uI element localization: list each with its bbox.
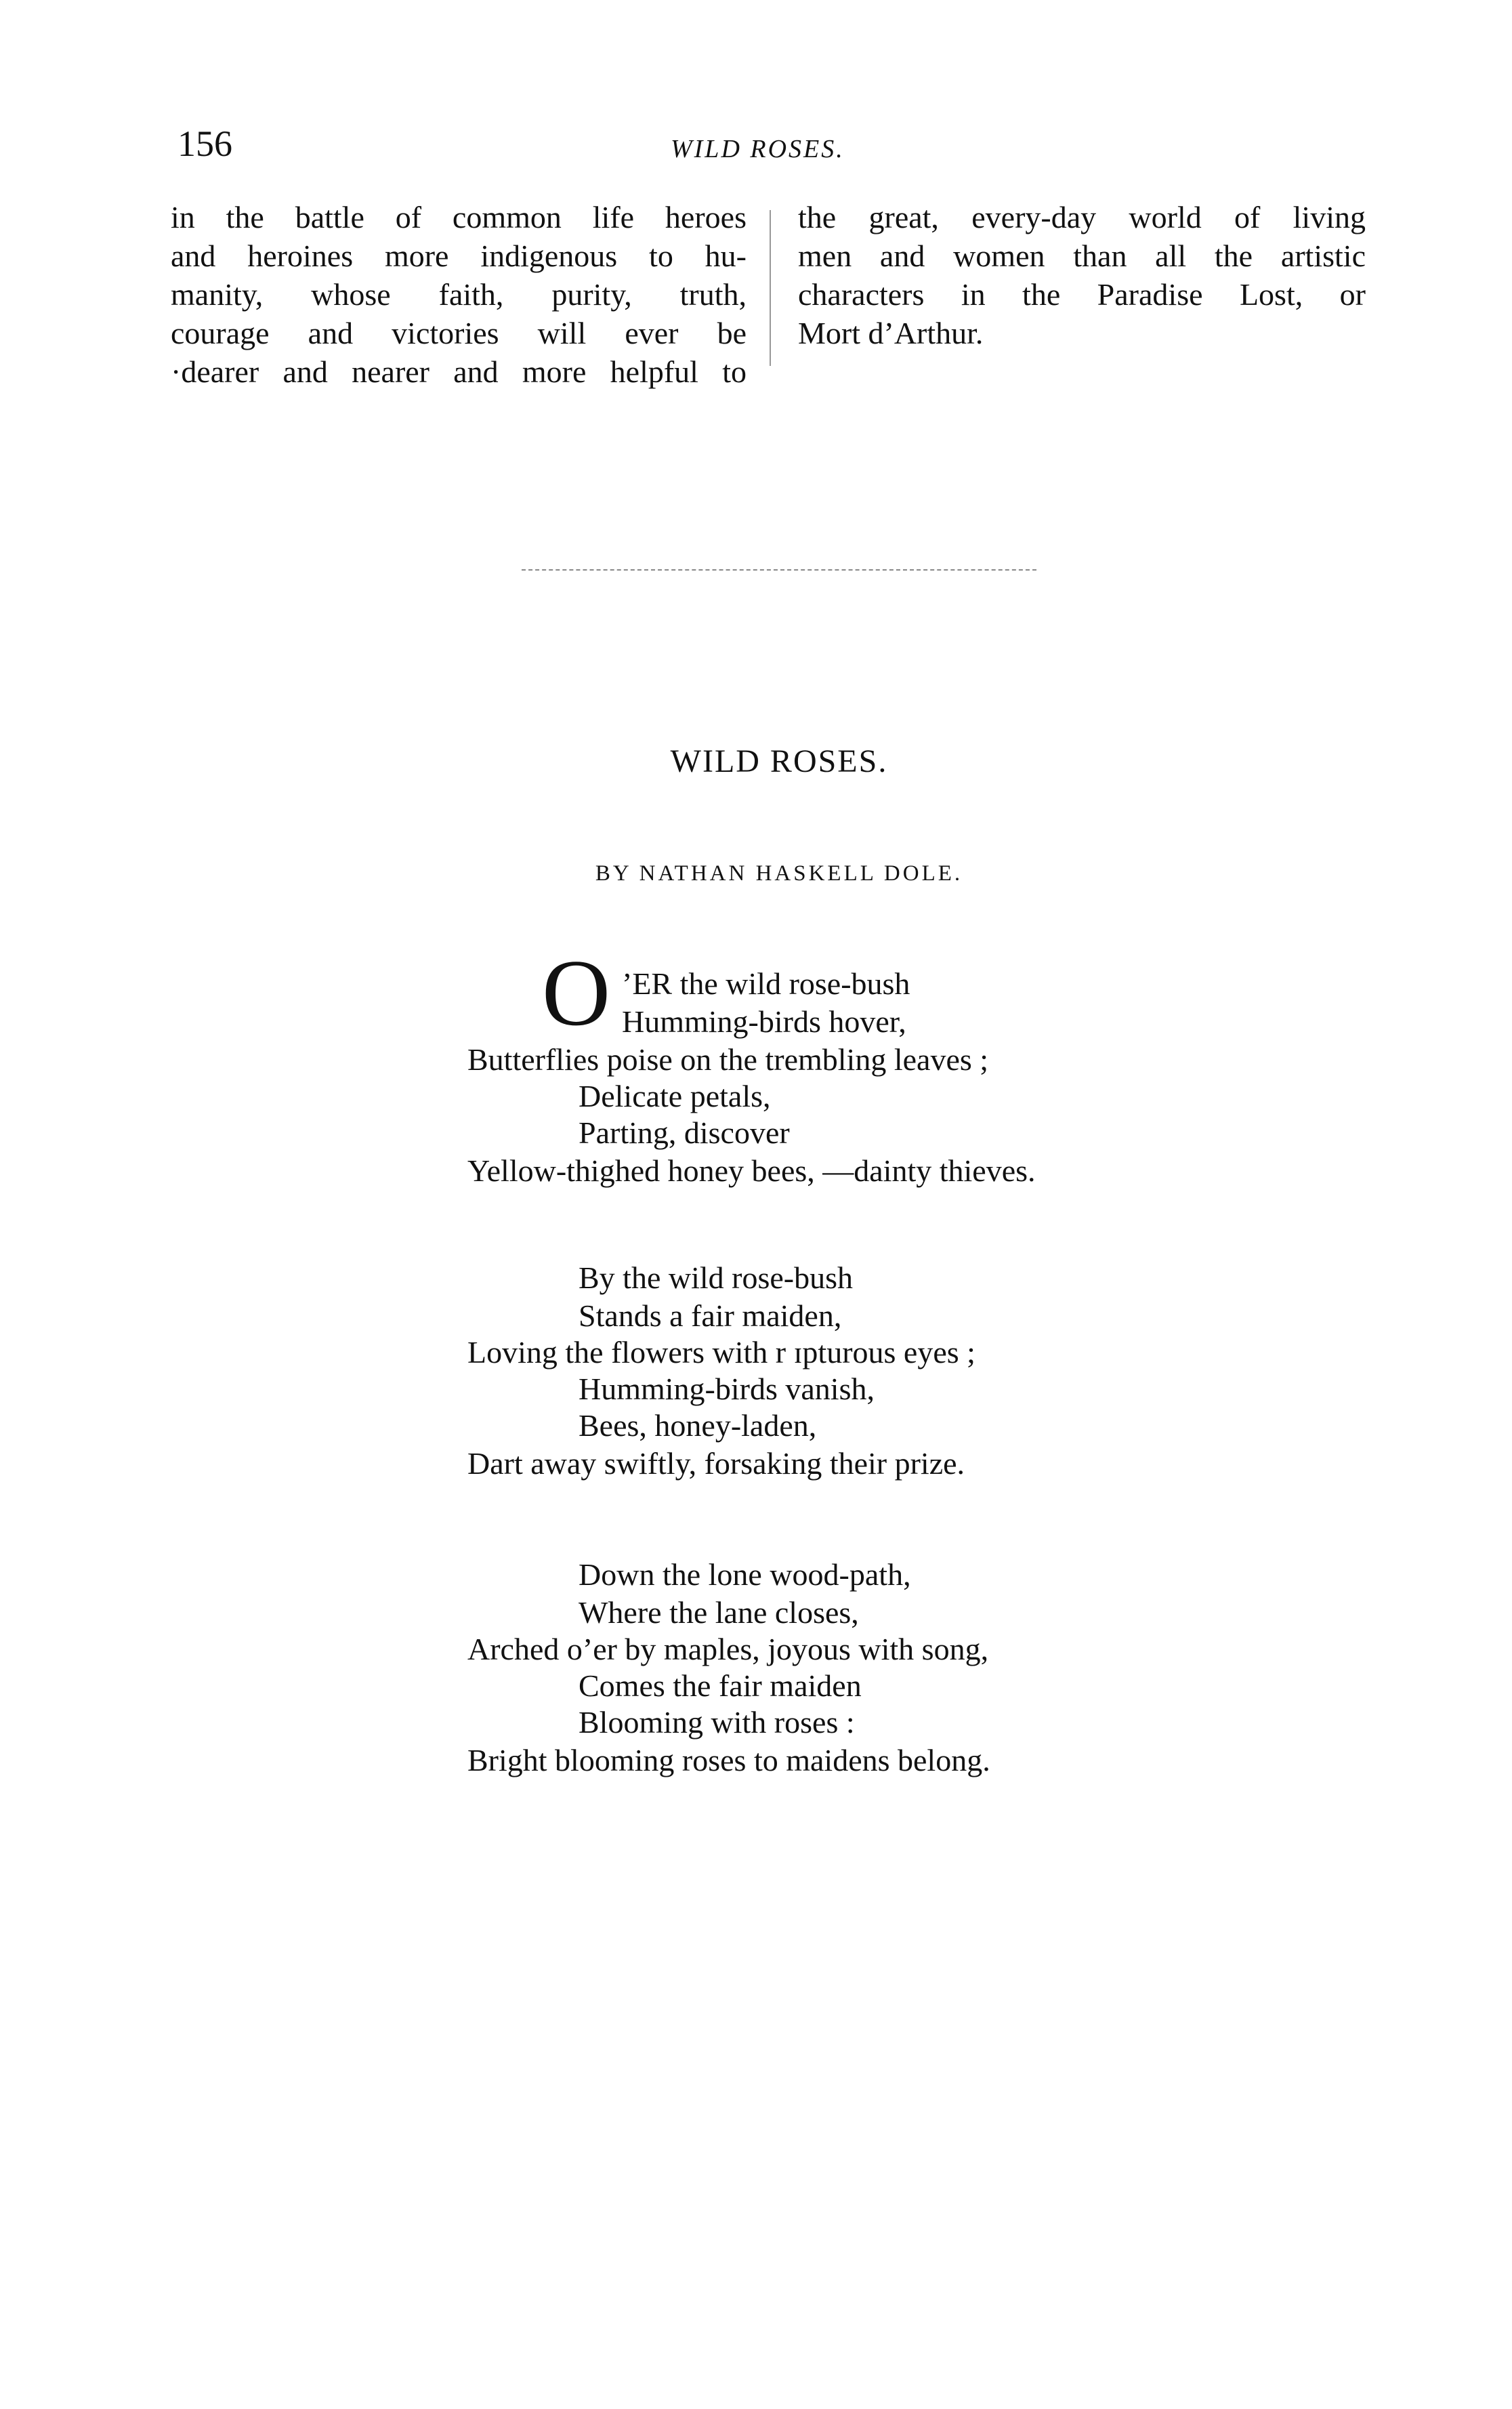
verse-line: Where the lane closes, <box>579 1595 859 1630</box>
prose-line: men and women than all the artistic <box>798 239 1366 273</box>
verse-line: Loving the flowers with r ɪpturous eyes ; <box>467 1335 975 1370</box>
verse-line: ’ER the wild rose-bush <box>622 966 910 1001</box>
drop-cap: O <box>542 941 611 1046</box>
verse-line: Delicate petals, <box>579 1079 771 1113</box>
verse-line: Arched o’er by maples, joyous with song, <box>467 1632 989 1666</box>
verse-line: Humming-birds vanish, <box>579 1372 875 1406</box>
verse-line: Comes the fair maiden <box>579 1668 862 1703</box>
prose-line: courage and victories will ever be <box>171 316 747 350</box>
prose-line: the great, every-day world of living <box>798 200 1366 234</box>
poem-title: WILD ROSES. <box>670 743 888 779</box>
verse-line: Parting, discover <box>579 1115 790 1150</box>
running-title: WILD ROSES. <box>671 135 845 163</box>
section-separator <box>522 569 1036 571</box>
prose-line: and heroines more indigenous to hu- <box>171 239 747 273</box>
verse-line: Humming-birds hover, <box>622 1004 906 1039</box>
verse-line: Yellow-thighed honey bees, —dainty thieves. <box>467 1153 1036 1188</box>
prose-right-column <box>798 198 1366 352</box>
verse-line: Blooming with roses : <box>579 1705 855 1739</box>
column-divider <box>770 210 771 366</box>
prose-line: Mort d’Arthur. <box>798 316 984 350</box>
prose-line: manity, whose faith, purity, truth, <box>171 277 747 312</box>
poem-byline: BY NATHAN HASKELL DOLE. <box>595 861 963 886</box>
prose-line: characters in the Paradise Lost, or <box>798 277 1366 312</box>
verse-line: Down the lone wood-path, <box>579 1557 911 1592</box>
verse-line: Bees, honey-laden, <box>579 1408 817 1443</box>
verse-line: Bright blooming roses to maidens belong. <box>467 1743 990 1777</box>
verse-line: Butterflies poise on the trembling leaves ; <box>467 1042 989 1077</box>
verse-line: By the wild rose-bush <box>579 1260 854 1295</box>
verse-line: Stands a fair maiden, <box>579 1298 842 1333</box>
prose-line: in the battle of common life heroes <box>171 200 747 234</box>
prose-left-column <box>171 198 747 391</box>
page-number: 156 <box>177 123 232 164</box>
verse-line: Dart away swiftly, forsaking their prize. <box>467 1446 965 1481</box>
prose-line: ·dearer and nearer and more helpful to <box>171 354 747 389</box>
